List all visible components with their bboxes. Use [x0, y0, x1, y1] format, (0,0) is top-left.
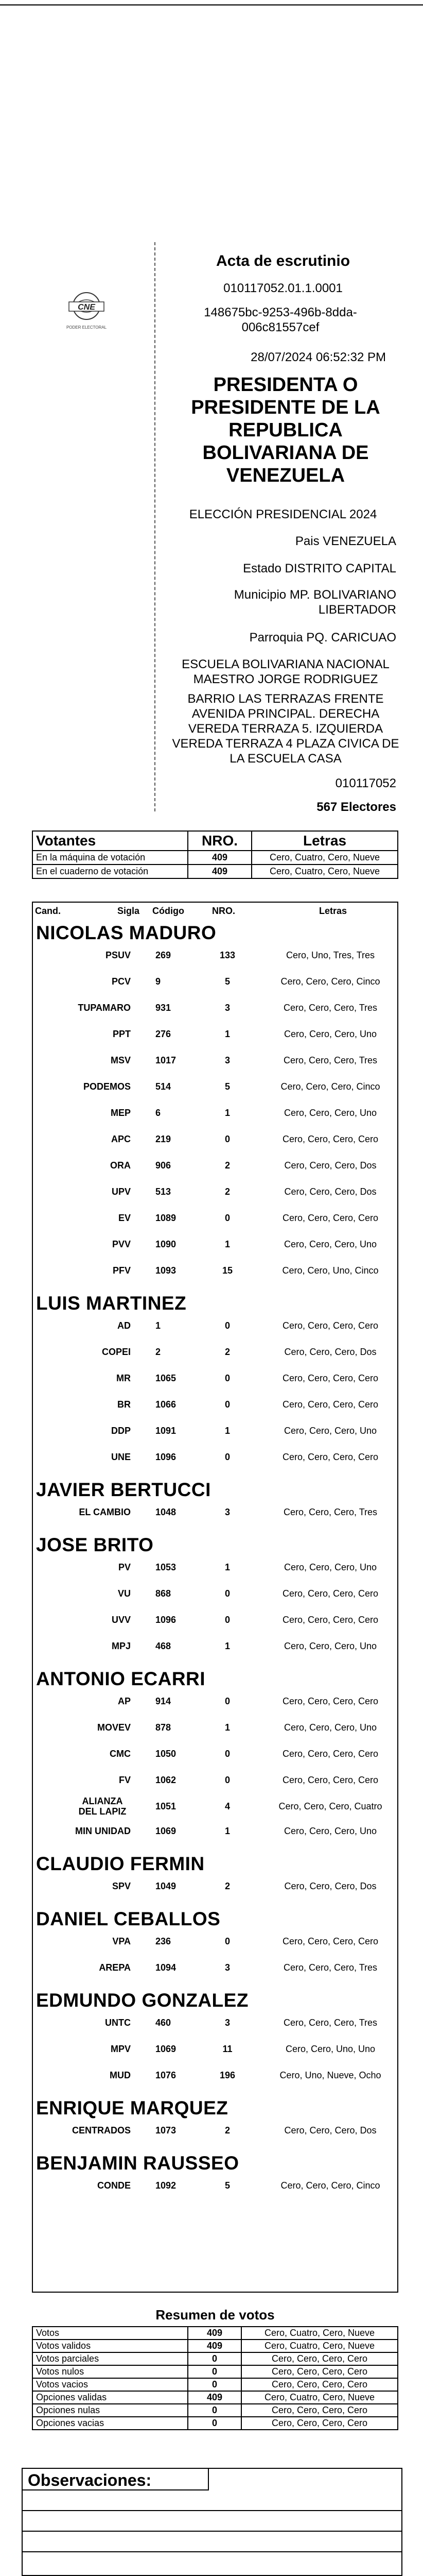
resumen-label: Opciones validas: [32, 2391, 188, 2404]
resumen-letras: Cero, Cero, Cero, Cero: [241, 2365, 398, 2378]
candidate-name: LUIS MARTINEZ: [36, 1293, 187, 1314]
party-sigla: AREPA: [99, 1962, 131, 1973]
party-codigo: 931: [155, 1003, 171, 1013]
party-row: [32, 1505, 398, 1522]
party-codigo: 1050: [155, 1749, 177, 1759]
party-sigla: CMC: [110, 1749, 131, 1759]
party-nro: 4: [224, 1801, 230, 1811]
party-row: [32, 1053, 398, 1071]
estado: Estado DISTRITO CAPITAL: [243, 562, 396, 575]
party-sigla: PFV: [112, 1265, 131, 1276]
party-nro: 0: [224, 1615, 230, 1625]
party-nro: 1: [224, 1239, 230, 1249]
party-sigla: ALIANZA DEL LAPIZ: [78, 1796, 127, 1817]
col-cand: Cand.: [35, 906, 61, 916]
party-nro: 2: [224, 1187, 230, 1197]
resumen-letras: Cero, Cero, Cero, Cero: [241, 2352, 398, 2365]
party-sigla: BR: [117, 1399, 131, 1410]
resumen-row: [32, 2365, 398, 2378]
party-sigla: MR: [116, 1373, 131, 1383]
resumen-row: [32, 2378, 398, 2391]
party-row: [32, 1132, 398, 1149]
party-codigo: 219: [155, 1134, 171, 1144]
resumen-label: Votos nulos: [32, 2365, 188, 2378]
party-codigo: 1091: [155, 1426, 177, 1436]
party-nro: 5: [224, 976, 230, 987]
party-codigo: 1096: [155, 1452, 177, 1462]
party-letras: Cero, Cero, Cero, Cero: [282, 1749, 379, 1759]
party-nro: 0: [224, 1775, 230, 1785]
party-codigo: 906: [155, 1160, 171, 1171]
party-nro: 0: [224, 1399, 230, 1410]
party-row: [32, 1001, 398, 1018]
party-nro: 1: [224, 1826, 230, 1836]
resumen-table: [32, 2326, 398, 2430]
resumen-letras: Cero, Cuatro, Cero, Nueve: [241, 2327, 398, 2340]
party-nro: 133: [219, 950, 236, 960]
party-letras: Cero, Uno, Nueve, Ocho: [279, 2070, 381, 2080]
party-row: [32, 1613, 398, 1630]
party-letras: Cero, Cero, Cero, Uno: [284, 1641, 377, 1651]
party-row: [32, 948, 398, 965]
party-nro: 11: [222, 2044, 233, 2054]
party-letras: Cero, Cero, Cero, Uno: [284, 1108, 377, 1118]
resumen-nro: 0: [188, 2378, 241, 2391]
votantes-row: [32, 851, 398, 865]
observaciones-box: [22, 2468, 402, 2576]
party-nro: 15: [222, 1265, 233, 1276]
party-letras: Cero, Cero, Cero, Uno: [284, 1562, 377, 1572]
party-row: [32, 1423, 398, 1441]
party-codigo: 1073: [155, 2125, 177, 2136]
party-row: [32, 1773, 398, 1790]
candidate-name: ENRIQUE MARQUEZ: [36, 2097, 228, 2119]
party-codigo: 1017: [155, 1055, 177, 1065]
party-row: [32, 1960, 398, 1978]
party-codigo: 6: [155, 1108, 161, 1118]
votantes-letras: Cero, Cuatro, Cero, Nueve: [252, 865, 398, 878]
party-letras: Cero, Cero, Cero, Tres: [283, 2018, 378, 2028]
party-nro: 2: [224, 1347, 230, 1357]
party-codigo: 1076: [155, 2070, 177, 2080]
party-nro: 0: [224, 1320, 230, 1331]
party-letras: Cero, Cero, Cero, Uno: [284, 1239, 377, 1249]
dashed-separator: [154, 242, 155, 811]
municipio: Municipio MP. BOLIVARIANO LIBERTADOR: [234, 588, 396, 617]
party-row: [32, 1345, 398, 1362]
acta-title: Acta de escrutinio: [216, 252, 350, 269]
party-letras: Cero, Cero, Cero, Tres: [283, 1055, 378, 1065]
party-row: [32, 1796, 398, 1817]
party-sigla: MUD: [110, 2070, 131, 2080]
party-row: [32, 1694, 398, 1711]
party-codigo: 1090: [155, 1239, 177, 1249]
party-letras: Cero, Cero, Cero, Cero: [282, 1320, 379, 1331]
resumen-letras: Cero, Cero, Cero, Cero: [241, 2378, 398, 2391]
party-codigo: 1048: [155, 1507, 177, 1517]
party-letras: Cero, Cero, Cero, Cero: [282, 1696, 379, 1706]
resumen-row: [32, 2391, 398, 2404]
party-codigo: 914: [155, 1696, 171, 1706]
electores: 567 Electores: [316, 800, 396, 814]
party-letras: Cero, Cero, Cero, Uno: [284, 1826, 377, 1836]
party-nro: 0: [224, 1588, 230, 1599]
resumen-row: [32, 2404, 398, 2417]
resumen-row: [32, 2327, 398, 2340]
resumen-label: Votos vacios: [32, 2378, 188, 2391]
resumen-label: Votos: [32, 2327, 188, 2340]
party-nro: 3: [224, 2018, 230, 2028]
party-codigo: 1049: [155, 1881, 177, 1891]
party-codigo: 1089: [155, 1213, 177, 1223]
party-sigla: MOVEV: [97, 1722, 131, 1733]
party-nro: 1: [224, 1108, 230, 1118]
party-codigo: 460: [155, 2018, 171, 2028]
resumen-letras: Cero, Cero, Cero, Cero: [241, 2417, 398, 2430]
party-codigo: 276: [155, 1029, 171, 1039]
party-nro: 1: [224, 1426, 230, 1436]
party-codigo: 1: [155, 1320, 161, 1331]
party-letras: Cero, Cero, Cero, Uno: [284, 1426, 377, 1436]
party-nro: 0: [224, 1749, 230, 1759]
party-letras: Cero, Cero, Cero, Cero: [282, 1775, 379, 1785]
party-row: [32, 1371, 398, 1388]
acta-code: 010117052.01.1.0001: [223, 281, 343, 295]
votantes-nro: 409: [188, 851, 252, 865]
party-sigla: APC: [111, 1134, 131, 1144]
party-row: [32, 1879, 398, 1896]
party-sigla: EL CAMBIO: [79, 1507, 131, 1517]
party-codigo: 1069: [155, 1826, 177, 1836]
resumen-row: [32, 2417, 398, 2430]
party-letras: Cero, Cero, Cero, Tres: [283, 1003, 378, 1013]
party-sigla: SPV: [112, 1881, 131, 1891]
centro-code: 010117052: [335, 776, 396, 790]
party-letras: Cero, Cero, Cero, Dos: [284, 1187, 377, 1197]
party-row: [32, 1639, 398, 1656]
acta-datetime: 28/07/2024 06:52:32 PM: [251, 350, 386, 364]
party-row: [32, 974, 398, 992]
party-row: [32, 1586, 398, 1604]
resumen-letras: Cero, Cuatro, Cero, Nueve: [241, 2391, 398, 2404]
resumen-letras: Cero, Cuatro, Cero, Nueve: [241, 2340, 398, 2352]
observaciones-line: [23, 2531, 401, 2532]
party-sigla: PVV: [112, 1239, 131, 1249]
party-row: [32, 1158, 398, 1176]
party-row: [32, 2068, 398, 2086]
party-sigla: ORA: [110, 1160, 131, 1171]
party-sigla: MIN UNIDAD: [75, 1826, 131, 1836]
cne-logo: [58, 289, 115, 340]
party-codigo: 1092: [155, 2180, 177, 2191]
party-nro: 0: [224, 1452, 230, 1462]
party-letras: Cero, Cero, Cero, Cinco: [280, 976, 380, 987]
cne-logo-subtext: PODER ELECTORAL: [66, 325, 107, 330]
party-sigla: UNE: [111, 1452, 131, 1462]
resumen-nro: 409: [188, 2391, 241, 2404]
party-row: [32, 1560, 398, 1578]
resumen-label: Votos parciales: [32, 2352, 188, 2365]
party-sigla: PSUV: [105, 950, 131, 960]
party-sigla: VU: [117, 1588, 131, 1599]
party-sigla: UVV: [111, 1615, 131, 1625]
party-codigo: 269: [155, 950, 171, 960]
candidate-name: CLAUDIO FERMIN: [36, 1853, 205, 1874]
party-letras: Cero, Cero, Cero, Dos: [284, 2125, 377, 2136]
letras-heading: Letras: [252, 831, 398, 851]
direccion: BARRIO LAS TERRAZAS FRENTE AVENIDA PRINCIPAL. DERECHA VEREDA TERRAZA 5. IZQUIERDA VEREDA TERRAZA 4 PLAZA CIVICA DE LA ESCUELA CASA: [172, 692, 399, 766]
party-letras: Cero, Cero, Cero, Uno: [284, 1029, 377, 1039]
votantes-row: [32, 865, 398, 878]
party-codigo: 513: [155, 1187, 171, 1197]
candidate-name: JOSE BRITO: [36, 1534, 154, 1555]
party-sigla: UPV: [111, 1187, 131, 1197]
party-codigo: 2: [155, 1347, 161, 1357]
party-nro: 3: [224, 1003, 230, 1013]
party-letras: Cero, Cero, Cero, Cero: [282, 1615, 379, 1625]
party-sigla: PV: [118, 1562, 131, 1572]
party-codigo: 1065: [155, 1373, 177, 1383]
party-row: [32, 2178, 398, 2196]
votantes-label: En el cuaderno de votación: [32, 865, 188, 878]
party-letras: Cero, Cero, Cero, Cero: [282, 1936, 379, 1946]
party-codigo: 236: [155, 1936, 171, 1946]
party-sigla: AD: [117, 1320, 131, 1331]
party-codigo: 868: [155, 1588, 171, 1599]
party-codigo: 1053: [155, 1562, 177, 1572]
votantes-table: [32, 831, 398, 879]
resumen-nro: 0: [188, 2365, 241, 2378]
party-sigla: PCV: [111, 976, 131, 987]
party-row: [32, 2015, 398, 2033]
party-nro: 5: [224, 2180, 230, 2191]
office-title: PRESIDENTA O PRESIDENTE DE LA REPUBLICA BOLIVARIANA DE VENEZUELA: [191, 374, 380, 486]
party-sigla: CENTRADOS: [72, 2125, 131, 2136]
candidate-name: BENJAMIN RAUSSEO: [36, 2153, 239, 2174]
party-row: [32, 1211, 398, 1228]
candidate-name: DANIEL CEBALLOS: [36, 1908, 221, 1929]
party-nro: 1: [224, 1562, 230, 1572]
party-codigo: 1096: [155, 1615, 177, 1625]
party-letras: Cero, Cero, Cero, Cero: [282, 1399, 379, 1410]
party-row: [32, 1824, 398, 1841]
party-row: [32, 1318, 398, 1336]
party-nro: 0: [224, 1213, 230, 1223]
party-nro: 2: [224, 2125, 230, 2136]
observaciones-title: Observaciones:: [28, 2471, 152, 2489]
party-sigla: CONDE: [97, 2180, 131, 2191]
party-sigla: COPEI: [101, 1347, 131, 1357]
candidate-name: ANTONIO ECARRI: [36, 1668, 206, 1689]
party-row: [32, 2123, 398, 2141]
resumen-letras: Cero, Cero, Cero, Cero: [241, 2404, 398, 2417]
candidate-name: NICOLAS MADURO: [36, 922, 217, 943]
party-row: [32, 1079, 398, 1097]
party-row: [32, 1450, 398, 1467]
resumen-title: Resumen de votos: [155, 2307, 275, 2323]
election-name: ELECCIÓN PRESIDENCIAL 2024: [189, 507, 377, 521]
party-letras: Cero, Cero, Cero, Dos: [284, 1881, 377, 1891]
party-nro: 196: [219, 2070, 236, 2080]
resumen-nro: 0: [188, 2404, 241, 2417]
party-nro: 3: [224, 1055, 230, 1065]
col-nro: NRO.: [212, 906, 235, 916]
party-row: [32, 1263, 398, 1281]
party-nro: 3: [224, 1962, 230, 1973]
party-letras: Cero, Cero, Cero, Cinco: [280, 1081, 380, 1092]
party-row: [32, 1106, 398, 1123]
party-nro: 0: [224, 1696, 230, 1706]
party-letras: Cero, Cero, Cero, Dos: [284, 1347, 377, 1357]
party-nro: 2: [224, 1881, 230, 1891]
party-sigla: PODEMOS: [83, 1081, 131, 1092]
party-nro: 1: [224, 1641, 230, 1651]
party-sigla: MPJ: [111, 1641, 131, 1651]
party-codigo: 514: [155, 1081, 171, 1092]
party-sigla: MSV: [110, 1055, 131, 1065]
party-row: [32, 2042, 398, 2059]
party-codigo: 1093: [155, 1265, 177, 1276]
party-sigla: EV: [118, 1213, 131, 1223]
party-letras: Cero, Cero, Cero, Tres: [283, 1962, 378, 1973]
nro-heading: NRO.: [188, 831, 252, 851]
party-row: [32, 1184, 398, 1202]
col-letras: Letras: [319, 906, 347, 916]
resumen-label: Votos validos: [32, 2340, 188, 2352]
party-letras: Cero, Cero, Cero, Cinco: [280, 2180, 380, 2191]
party-nro: 0: [224, 1936, 230, 1946]
party-nro: 5: [224, 1081, 230, 1092]
party-nro: 3: [224, 1507, 230, 1517]
party-nro: 0: [224, 1134, 230, 1144]
resumen-nro: 409: [188, 2340, 241, 2352]
party-letras: Cero, Uno, Tres, Tres: [286, 950, 375, 960]
votantes-header: [32, 831, 398, 851]
party-row: [32, 1397, 398, 1415]
party-sigla: TUPAMARO: [78, 1003, 131, 1013]
party-row: [32, 1747, 398, 1764]
party-letras: Cero, Cero, Cero, Dos: [284, 1160, 377, 1171]
party-nro: 0: [224, 1373, 230, 1383]
party-codigo: 878: [155, 1722, 171, 1733]
party-letras: Cero, Cero, Uno, Uno: [285, 2044, 376, 2054]
party-sigla: PPT: [112, 1029, 131, 1039]
party-sigla: MEP: [110, 1108, 131, 1118]
observaciones-line: [23, 2510, 401, 2511]
votantes-heading: Votantes: [32, 831, 188, 851]
pais: Pais VENEZUELA: [295, 534, 396, 548]
votantes-nro: 409: [188, 865, 252, 878]
observaciones-line: [23, 2551, 401, 2552]
party-row: [32, 1720, 398, 1738]
resumen-row: [32, 2340, 398, 2352]
party-letras: Cero, Cero, Cero, Cero: [282, 1134, 379, 1144]
party-row: [32, 1027, 398, 1044]
top-border: [0, 4, 423, 6]
party-sigla: MPV: [110, 2044, 131, 2054]
candidate-name: EDMUNDO GONZALEZ: [36, 1990, 249, 2011]
resumen-nro: 0: [188, 2417, 241, 2430]
party-sigla: VPA: [112, 1936, 131, 1946]
party-letras: Cero, Cero, Cero, Cero: [282, 1588, 379, 1599]
escuela: ESCUELA BOLIVARIANA NACIONAL MAESTRO JORGE RODRIGUEZ: [182, 657, 390, 686]
parroquia: Parroquia PQ. CARICUAO: [249, 631, 396, 645]
party-letras: Cero, Cero, Uno, Cinco: [282, 1265, 379, 1276]
party-codigo: 9: [155, 976, 161, 987]
resumen-nro: 0: [188, 2352, 241, 2365]
party-letras: Cero, Cero, Cero, Cero: [282, 1373, 379, 1383]
party-letras: Cero, Cero, Cero, Cuatro: [278, 1801, 382, 1811]
party-sigla: AP: [117, 1696, 131, 1706]
party-codigo: 1066: [155, 1399, 177, 1410]
party-nro: 1: [224, 1722, 230, 1733]
resumen-label: Opciones vacias: [32, 2417, 188, 2430]
party-row: [32, 1237, 398, 1255]
party-letras: Cero, Cero, Cero, Uno: [284, 1722, 377, 1733]
resumen-row: [32, 2352, 398, 2365]
col-codigo: Código: [152, 906, 184, 916]
party-codigo: 1094: [155, 1962, 177, 1973]
party-letras: Cero, Cero, Cero, Cero: [282, 1452, 379, 1462]
party-letras: Cero, Cero, Cero, Cero: [282, 1213, 379, 1223]
votantes-letras: Cero, Cuatro, Cero, Nueve: [252, 851, 398, 865]
resumen-nro: 409: [188, 2327, 241, 2340]
acta-hash: 148675bc-9253-496b-8dda-006c81557cef: [204, 306, 357, 334]
party-sigla: UNTC: [105, 2018, 131, 2028]
party-letras: Cero, Cero, Cero, Tres: [283, 1507, 378, 1517]
party-codigo: 1051: [155, 1801, 177, 1811]
party-row: [32, 1934, 398, 1952]
party-sigla: FV: [118, 1775, 131, 1785]
party-codigo: 1062: [155, 1775, 177, 1785]
party-nro: 2: [224, 1160, 230, 1171]
party-sigla: DDP: [111, 1426, 131, 1436]
party-nro: 1: [224, 1029, 230, 1039]
resumen-label: Opciones nulas: [32, 2404, 188, 2417]
party-codigo: 468: [155, 1641, 171, 1651]
col-sigla: Sigla: [117, 906, 140, 916]
candidate-name: JAVIER BERTUCCI: [36, 1479, 211, 1500]
party-codigo: 1069: [155, 2044, 177, 2054]
cne-logo-text: CNE: [78, 303, 95, 312]
votantes-label: En la máquina de votación: [32, 851, 188, 865]
